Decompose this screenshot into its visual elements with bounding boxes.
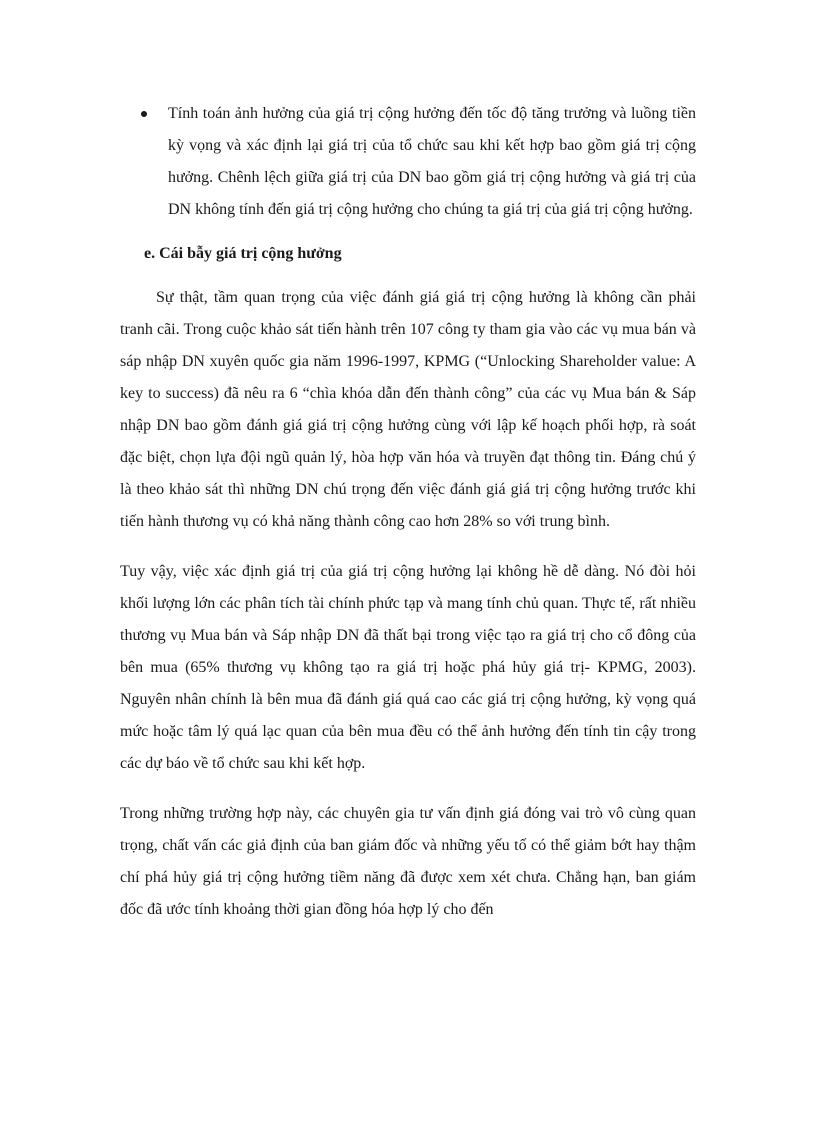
paragraph-3: Trong những trường hợp này, các chuyên gia tư vấn định giá đóng vai trò vô cùng quan trọng, chất vấn các giả định của ban giám đốc và những yếu tố có thể giảm bớt hay thậm chí phá hủy giá trị cộng hưởng tiềm năng đã được xem xét chưa. Chẳng hạn, ban giám đốc đã ước tính khoảng thời gian đồng hóa hợp lý cho đến [120,805,696,918]
bullet-dot-icon [141,111,147,117]
paragraph-1: Sự thật, tầm quan trọng của việc đánh giá giá trị cộng hưởng là không cần phải tranh cãi. Trong cuộc khảo sát tiến hành trên 107 công ty tham gia vào các vụ mua bán và sáp nhập DN xuyên quốc gia năm 1996-1997, KPMG (“Unlocking Shareholder value: A key to success) đã nêu ra 6 “chìa khóa dẫn đến thành công” của các vụ Mua bán & Sáp nhập DN bao gồm đánh giá giá trị cộng hưởng cùng với lập kế hoạch phối hợp, rà soát đặc biệt, chọn lựa đội ngũ quản lý, hòa hợp văn hóa và truyền đạt thông tin. Đáng chú ý là theo khảo sát thì những DN chú trọng đến việc đánh giá giá trị cộng hưởng trước khi tiến hành thương vụ có khả năng thành công cao hơn 28% so với trung bình. [120,289,696,530]
paragraph-2: Tuy vậy, việc xác định giá trị của giá trị cộng hưởng lại không hề dễ dàng. Nó đòi hỏi khối lượng lớn các phân tích tài chính phức tạp và mang tính chủ quan. Thực tế, rất nhiều thương vụ Mua bán và Sáp nhập DN đã thất bại trong việc tạo ra giá trị cho cổ đông của bên mua (65% thương vụ không tạo ra giá trị hoặc phá hủy giá trị- KPMG, 2003). Nguyên nhân chính là bên mua đã đánh giá quá cao các giá trị cộng hưởng, kỳ vọng quá mức hoặc tâm lý quá lạc quan của bên mua đều có thể ảnh hưởng đến tính tin cậy trong các dự báo về tổ chức sau khi kết hợp. [120,563,696,772]
bullet-text: Tính toán ảnh hưởng của giá trị cộng hưởng đến tốc độ tăng trưởng và luồng tiền kỳ vọng và xác định lại giá trị của tổ chức sau khi kết hợp bao gồm giá trị cộng hưởng. Chênh lệch giữa giá trị của DN bao gồm giá trị cộng hưởng và giá trị của DN không tính đến giá trị cộng hưởng cho chúng ta giá trị của giá trị cộng hưởng. [168,105,696,218]
page-content [120,98,696,926]
section-heading: e. Cái bẫy giá trị cộng hưởng [144,245,342,262]
bullet-item [120,98,696,226]
